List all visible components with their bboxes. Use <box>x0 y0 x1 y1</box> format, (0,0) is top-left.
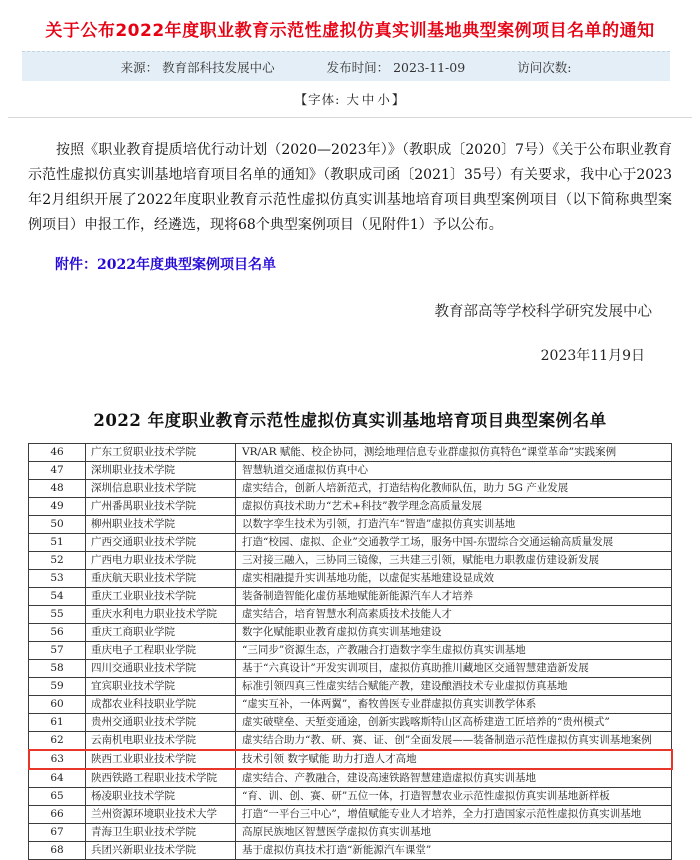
cell-no: 55 <box>29 606 86 624</box>
table-row <box>29 444 672 462</box>
cell-no: 50 <box>29 516 86 534</box>
cell-college: 贵州交通职业技术学院 <box>86 714 236 732</box>
cell-no: 47 <box>29 462 86 480</box>
table-title: 2022 年度职业教育示范性虚拟仿真实训基地培育项目典型案例名单 <box>93 411 607 430</box>
cell-description: 基于虚拟仿真技术打造“新能源汽车课堂” <box>236 842 672 860</box>
table-row <box>29 570 672 588</box>
table-row <box>29 696 672 714</box>
table-row <box>29 660 672 678</box>
cell-description: VR/AR 赋能、校企协同，测绘地理信息专业群虚拟仿真特色“课堂革命”实践案例 <box>236 444 672 462</box>
cell-description: 虚实结合，创新人培新范式，打造结构化教师队伍，助力 5G 产业发展 <box>236 480 672 498</box>
cell-description: 虚实结合，培育智慧水利高素质技术技能人才 <box>236 606 672 624</box>
table-row <box>29 624 672 642</box>
attachment-label: 附件： <box>55 257 97 273</box>
case-list-table <box>28 443 673 860</box>
attachment-line <box>55 254 700 274</box>
cell-no: 49 <box>29 498 86 516</box>
meta-source-value: 教育部科技发展中心 <box>162 59 275 75</box>
meta-bar <box>22 51 670 81</box>
font-size-large-button[interactable]: 大 <box>346 92 360 107</box>
cell-no: 53 <box>29 570 86 588</box>
issuer-signature: 教育部高等学校科学研究发展中心 <box>434 304 652 320</box>
cell-no: 48 <box>29 480 86 498</box>
cell-college: 杨凌职业技术学院 <box>86 788 236 806</box>
meta-publish-date <box>327 58 466 76</box>
cell-no: 67 <box>29 824 86 842</box>
font-size-small-button[interactable]: 小 <box>377 92 391 107</box>
meta-source-label: 来源： <box>120 59 159 75</box>
meta-publish-label: 发布时间： <box>326 59 390 75</box>
cell-college: 重庆航天职业技术学院 <box>86 570 236 588</box>
cell-no: 46 <box>29 444 86 462</box>
font-selector-label: 字体: <box>308 92 341 107</box>
table-row <box>29 769 672 788</box>
cell-college: 深圳信息职业技术学院 <box>86 480 236 498</box>
meta-publish-value: 2023-11-09 <box>393 59 466 75</box>
cell-college: 四川交通职业技术学院 <box>86 660 236 678</box>
cell-college: 宜宾职业技术学院 <box>86 678 236 696</box>
table-row <box>29 516 672 534</box>
cell-no: 59 <box>29 678 86 696</box>
table-row <box>29 534 672 552</box>
cell-description: 装备制造智能化虚仿基地赋能新能源汽车人才培养 <box>236 588 672 606</box>
table-row <box>29 498 672 516</box>
cell-description: “育、训、创、赛、研”五位一体，打造智慧农业示范性虚拟仿真实训基地新样板 <box>236 788 672 806</box>
cell-college: 深圳职业技术学院 <box>86 462 236 480</box>
header-divider <box>8 117 692 118</box>
cell-description: 标准引领四真三性虚实结合赋能产教，建设酿酒技术专业虚拟仿真基地 <box>236 678 672 696</box>
cell-description: 打造“校园、虚拟、企业”交通教学工场，服务中国-东盟综合交通运输高质量发展 <box>236 534 672 552</box>
cell-no: 58 <box>29 660 86 678</box>
cell-no: 56 <box>29 624 86 642</box>
cell-college: 重庆水利电力职业技术学院 <box>86 606 236 624</box>
attachment-link[interactable]: 2022年度典型案例项目名单 <box>97 257 276 273</box>
cell-college: 陕西工业职业技术学院 <box>86 750 236 769</box>
cell-college: 青海卫生职业技术学院 <box>86 824 236 842</box>
cell-description: “虚实互补，一体两翼”，畜牧兽医专业群虚拟仿真实训教学体系 <box>236 696 672 714</box>
table-row <box>29 552 672 570</box>
table-row <box>29 462 672 480</box>
cell-no: 66 <box>29 806 86 824</box>
cell-no: 62 <box>29 732 86 751</box>
table-row <box>29 678 672 696</box>
cell-description: 智慧轨道交通虚拟仿真中心 <box>236 462 672 480</box>
case-table-body <box>29 444 672 860</box>
cell-college: 云南机电职业技术学院 <box>86 732 236 751</box>
cell-college: 重庆电子工程职业学院 <box>86 642 236 660</box>
table-row <box>29 824 672 842</box>
font-selector-close-bracket: 】 <box>391 92 406 107</box>
cell-description: 以数字孪生技术为引领，打造汽车“智造”虚拟仿真实训基地 <box>236 516 672 534</box>
table-row <box>29 480 672 498</box>
cell-no: 68 <box>29 842 86 860</box>
meta-visits <box>517 58 571 76</box>
cell-description: 打造“一平台三中心”，增值赋能专业人才培养，全力打造国家示范性虚拟仿真实训基地 <box>236 806 672 824</box>
cell-description: 高原民族地区智慧医学虚拟仿真实训基地 <box>236 824 672 842</box>
font-size-selector <box>0 90 700 108</box>
table-row-highlighted <box>29 750 672 769</box>
cell-no: 65 <box>29 788 86 806</box>
table-row <box>29 714 672 732</box>
table-row <box>29 732 672 751</box>
cell-college: 广西交通职业技术学院 <box>86 534 236 552</box>
cell-no: 57 <box>29 642 86 660</box>
cell-no: 61 <box>29 714 86 732</box>
cell-college: 柳州职业技术学院 <box>86 516 236 534</box>
cell-description: 虚实破壁垒、天堑变通途，创新实践喀斯特山区高桥建造工匠培养的“贵州模式” <box>236 714 672 732</box>
cell-description: 数字化赋能职业教育虚拟仿真实训基地建设 <box>236 624 672 642</box>
cell-no: 63 <box>29 750 86 769</box>
cell-description: 虚实结合助力“教、研、赛、证、创”全面发展——装备制造示范性虚拟仿真实训基地案例 <box>236 732 672 751</box>
cell-no: 54 <box>29 588 86 606</box>
notice-body-paragraph: 按照《职业教育提质培优行动计划（2020—2023年）》（教职成〔2020〕7号）《关于公布职业教育示范性虚拟仿真实训基地培育项目名单的通知》（教职成司函〔2021〕35号）有关要求，我中心于2023年2月组织开展了2022年度职业教育示范性虚拟仿真实训基地培育项目典型案例项目（以下简称典型案例项目）申报工作，经遴选，现将68个典型案例项目（见附件1）予以公布。 <box>28 142 672 233</box>
cell-description: 三对接三融入，三协同三镜像，三共建三引领，赋能电力职教虚仿建设新发展 <box>236 552 672 570</box>
cell-college: 重庆工业职业技术学院 <box>86 588 236 606</box>
cell-description: 基于“六真设计”开发实训项目，虚拟仿真助推川藏地区交通智慧建造新发展 <box>236 660 672 678</box>
page-title: 关于公布2022年度职业教育示范性虚拟仿真实训基地典型案例项目名单的通知 <box>45 21 655 41</box>
cell-college: 广东工贸职业技术学院 <box>86 444 236 462</box>
cell-college: 兵团兴新职业技术学院 <box>86 842 236 860</box>
cell-college: 广西电力职业技术学院 <box>86 552 236 570</box>
font-size-medium-button[interactable]: 中 <box>361 92 376 107</box>
cell-no: 64 <box>29 769 86 788</box>
issue-date: 2023年11月9日 <box>540 348 645 364</box>
cell-college: 重庆工商职业学院 <box>86 624 236 642</box>
cell-no: 52 <box>29 552 86 570</box>
cell-no: 60 <box>29 696 86 714</box>
font-selector-open-bracket: 【 <box>294 92 309 107</box>
cell-description: 虚实结合、产教融合，建设高速铁路智慧建造虚拟仿真实训基地 <box>236 769 672 788</box>
cell-college: 陕西铁路工程职业技术学院 <box>86 769 236 788</box>
cell-description: 虚实相融提升实训基地功能，以虚促实基地建设显成效 <box>236 570 672 588</box>
meta-source <box>121 58 275 76</box>
cell-college: 广州番禺职业技术学院 <box>86 498 236 516</box>
cell-description: 虚拟仿真技术助力“艺术+科技”教学理念高质量发展 <box>236 498 672 516</box>
table-row <box>29 588 672 606</box>
cell-description: “三同步”资源生态，产教融合打造数字孪生虚拟仿真实训基地 <box>236 642 672 660</box>
cell-college: 成都农业科技职业学院 <box>86 696 236 714</box>
cell-description: 技术引领 数字赋能 助力打造人才高地 <box>236 750 672 769</box>
table-row <box>29 606 672 624</box>
meta-visits-label: 访问次数: <box>517 59 572 75</box>
cell-no: 51 <box>29 534 86 552</box>
cell-college: 兰州资源环境职业技术大学 <box>86 806 236 824</box>
table-row <box>29 788 672 806</box>
table-row <box>29 806 672 824</box>
table-row <box>29 642 672 660</box>
table-row <box>29 842 672 860</box>
